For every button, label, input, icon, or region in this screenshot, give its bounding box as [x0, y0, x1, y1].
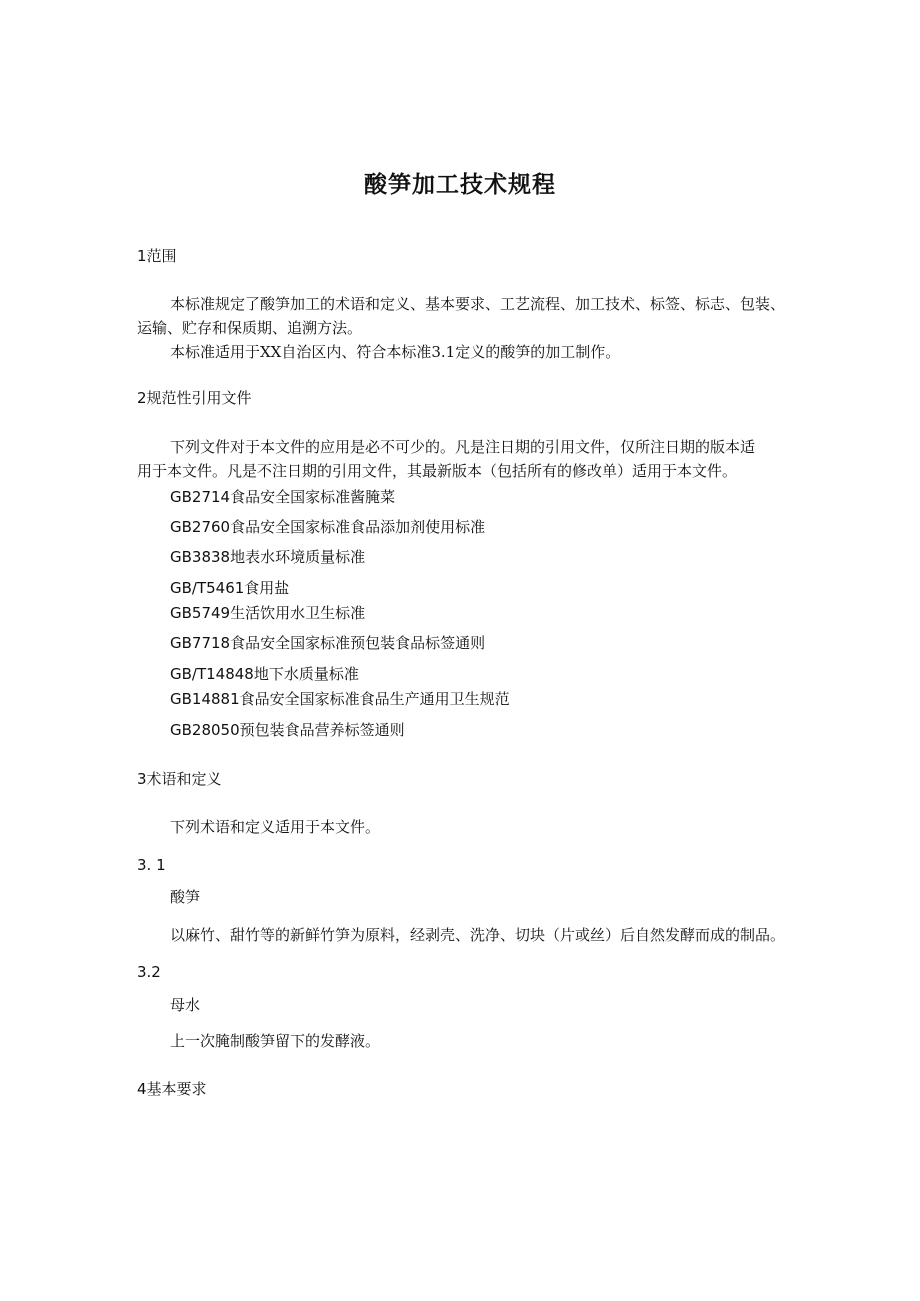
reference-item: GB/T14848地下水质量标准 [170, 665, 359, 683]
scope-paragraph-line-1: 本标准规定了酸笋加工的术语和定义、基本要求、工艺流程、加工技术、标签、标志、包装、 [170, 295, 786, 313]
reference-item: GB7718食品安全国家标准预包装食品标签通则 [170, 634, 486, 652]
reference-item: GB28050预包装食品营养标签通则 [170, 721, 405, 739]
reference-item: GB2760食品安全国家标准食品添加剂使用标准 [170, 518, 486, 536]
term-name: 酸笋 [170, 888, 201, 906]
term-number: 3. 1 [137, 856, 166, 874]
reference-item: GB14881食品安全国家标准食品生产通用卫生规范 [170, 690, 510, 708]
reference-item: GB2714食品安全国家标准酱腌菜 [170, 488, 396, 506]
reference-item: GB5749生活饮用水卫生标准 [170, 604, 366, 622]
term-definition: 上一次腌制酸笋留下的发酵液。 [170, 1032, 381, 1050]
references-intro-line-1: 下列文件对于本文件的应用是必不可少的。凡是注日期的引用文件，仅所注日期的版本适 [170, 438, 756, 456]
section-heading-basic-requirements: 4基本要求 [137, 1080, 207, 1098]
term-definition: 以麻竹、甜竹等的新鲜竹笋为原料，经剥壳、洗净、切块（片或丝）后自然发酵而成的制品。 [170, 926, 786, 944]
scope-paragraph-line-2: 运输、贮存和保质期、追溯方法。 [137, 319, 363, 337]
section-heading-terms-definitions: 3术语和定义 [137, 770, 222, 788]
scope-applicability-paragraph: 本标准适用于XX自治区内、符合本标准3.1定义的酸笋的加工制作。 [170, 343, 621, 361]
terms-intro: 下列术语和定义适用于本文件。 [170, 818, 381, 836]
section-heading-scope: 1范围 [137, 247, 177, 265]
term-number: 3.2 [137, 963, 161, 981]
document-title: 酸笋加工技术规程 [364, 172, 556, 198]
reference-item: GB/T5461食用盐 [170, 579, 290, 597]
references-intro-line-2: 用于本文件。凡是不注日期的引用文件，其最新版本（包括所有的修改单）适用于本文件。 [137, 462, 738, 480]
section-heading-normative-references: 2规范性引用文件 [137, 389, 252, 407]
term-name: 母水 [170, 996, 201, 1014]
reference-item: GB3838地表水环境质量标准 [170, 548, 366, 566]
